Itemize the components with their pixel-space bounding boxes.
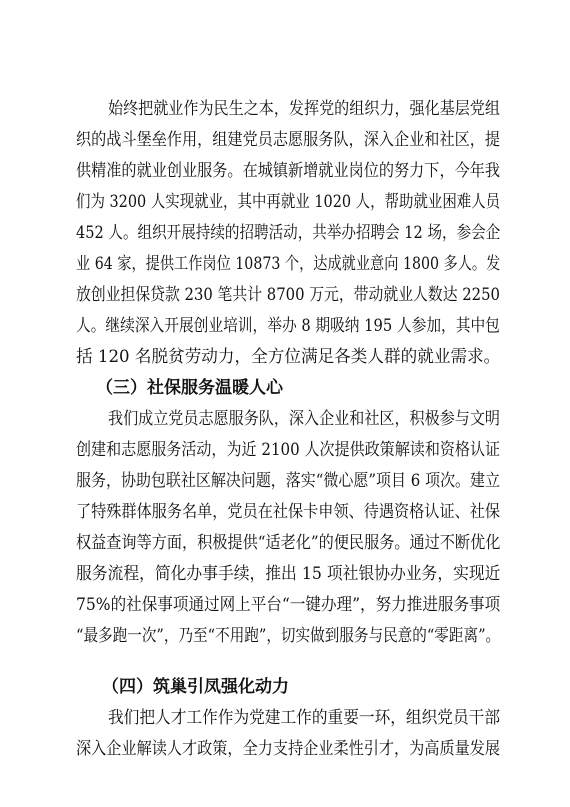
text-line: 服务流程，简化办事手续，推出 15 项社银协办业务，实现近 — [76, 564, 501, 584]
text-line: 括 120 名脱贫劳动力，全方位满足各类人群的就业需求。 — [76, 347, 501, 367]
section-heading-social-security: （三）社保服务温暖人心 — [96, 378, 283, 398]
text-line: 我们成立党员志愿服务队，深入企业和社区，积极参与文明 — [108, 409, 501, 429]
text-line: 了特殊群体服务名单，党员在社保卡申领、待遇资格认证、社保 — [76, 502, 501, 522]
text-line: 创建和志愿服务活动，为近 2100 人次提供政策解读和资格认证 — [76, 440, 501, 460]
text-line: 始终把就业作为民生之本，发挥党的组织力，强化基层党组 — [108, 99, 501, 119]
text-line: 业 64 家，提供工作岗位 10873 个，达成就业意向 1800 多人。发 — [76, 254, 501, 274]
text-line: “最多跑一次”，乃至“不用跑”，切实做到服务与民意的“零距离”。 — [76, 626, 501, 646]
section-heading-talent: （四）筑巢引凤强化动力 — [102, 677, 289, 697]
text-line: 我们把人才工作作为党建工作的重要一环，组织党员干部 — [108, 708, 501, 728]
text-line: 人。继续深入开展创业培训，举办 8 期吸纳 195 人参加，其中包 — [76, 316, 500, 336]
text-line: 服务，协助包联社区解决问题，落实“微心愿”项目 6 项次。建立 — [76, 471, 501, 491]
text-line: 们为 3200 人实现就业，其中再就业 1020 人，帮助就业困难人员 — [76, 192, 501, 212]
text-line: 织的战斗堡垒作用，组建党员志愿服务队，深入企业和社区，提 — [76, 130, 501, 150]
text-line: 放创业担保贷款 230 笔共计 8700 万元，带动就业人数达 2250 — [76, 285, 500, 305]
text-line: 深入企业解读人才政策，全力支持企业柔性引才，为高质量发展 — [76, 739, 501, 759]
text-line: 75%的社保事项通过网上平台“一键办理”，努力推进服务事项 — [76, 595, 501, 615]
text-line: 供精准的就业创业服务。在城镇新增就业岗位的努力下，今年我 — [76, 161, 501, 181]
text-line: 452 人。组织开展持续的招聘活动，共举办招聘会 12 场，参会企 — [76, 223, 501, 243]
text-line: 权益查询等方面，积极提供“适老化”的便民服务。通过不断优化 — [76, 533, 501, 553]
